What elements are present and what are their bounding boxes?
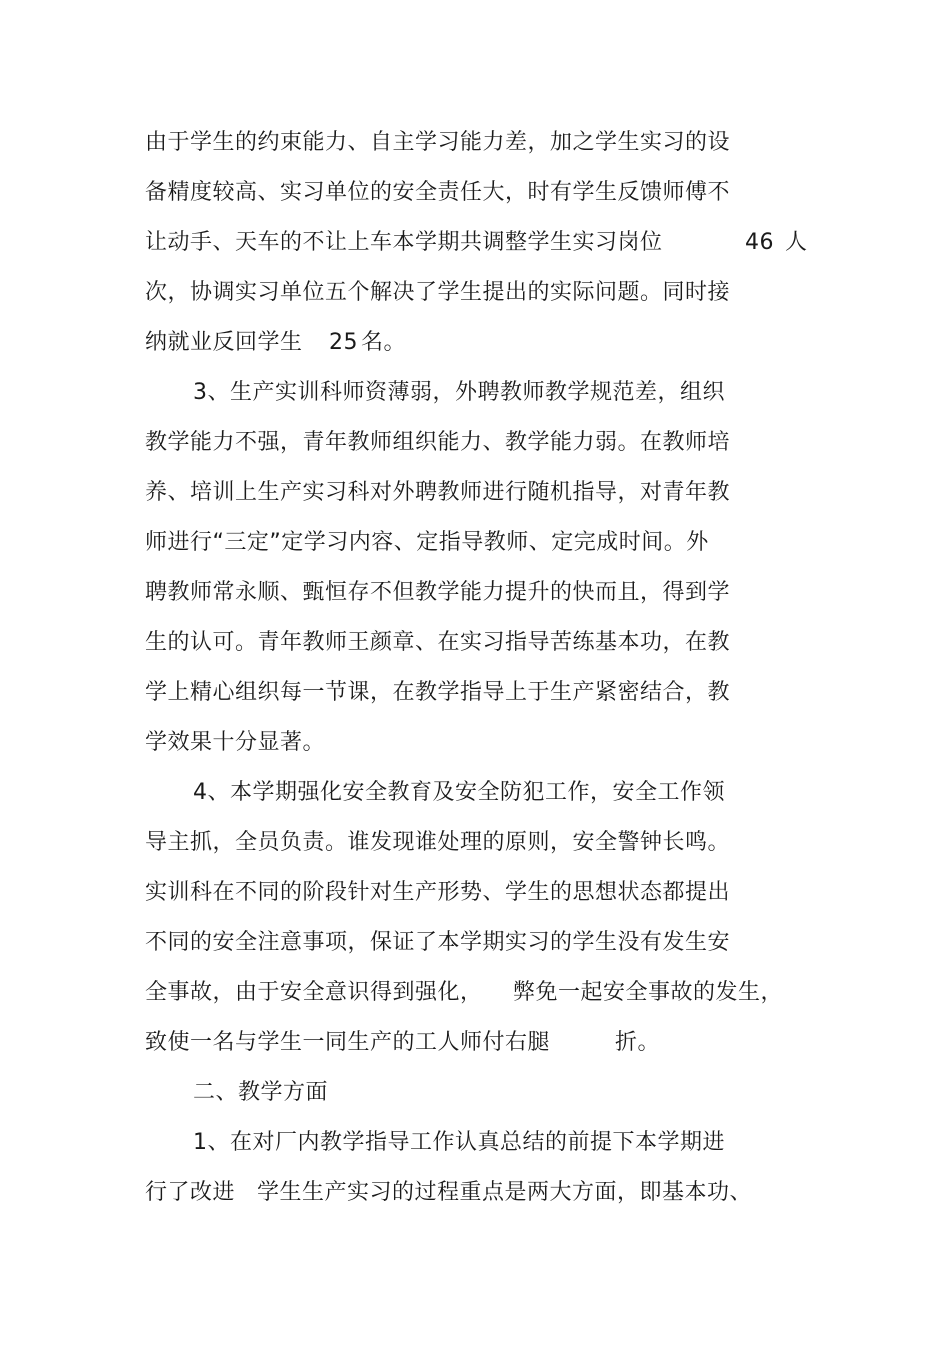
paragraph-line: 学效果十分显著。 — [145, 730, 326, 755]
paragraph-line: 次，协调实习单位五个解决了学生提出的实际问题。同时接 — [145, 280, 731, 305]
line-text: 致使一名与学生一同生产的工人师付右腿 — [145, 1030, 551, 1055]
line-text: 让动手、天车的不让上车本学期共调整学生实习岗位 — [145, 230, 663, 255]
paragraph-line — [145, 1029, 661, 1057]
count-unit: 名。 — [361, 330, 407, 355]
paragraph-line: 3、生产实训科师资薄弱，外聘教师教学规范差，组织 — [193, 380, 725, 405]
paragraph-line: 实训科在不同的阶段针对生产形势、学生的思想状态都提出 — [145, 880, 731, 905]
paragraph-line: 1、在对厂内教学指导工作认真总结的前提下本学期进 — [193, 1130, 725, 1155]
line-text-tail: 学生生产实习的过程重点是两大方面，即基本功、 — [257, 1180, 753, 1205]
paragraph-line: 备精度较高、实习单位的安全责任大，时有学生反馈师傅不 — [145, 180, 731, 205]
paragraph-line — [145, 229, 808, 257]
paragraph-line — [145, 1179, 753, 1207]
count-value: 25 — [329, 330, 358, 355]
line-text: 纳就业反回学生 — [145, 330, 303, 355]
paragraph-line: 由于学生的约束能力、自主学习能力差，加之学生实习的设 — [145, 130, 731, 155]
paragraph-line: 教学能力不强，青年教师组织能力、教学能力弱。在教师培 — [145, 430, 731, 455]
count-value: 46 — [745, 230, 774, 255]
paragraph-line: 导主抓，全员负责。谁发现谁处理的原则，安全警钟长鸣。 — [145, 830, 731, 855]
paragraph-line — [145, 329, 407, 357]
line-text-tail: 弊免一起安全事故的发生， — [513, 980, 784, 1005]
line-text: 行了改进 — [145, 1180, 236, 1205]
line-text-tail: 折。 — [615, 1030, 661, 1055]
paragraph-line: 养、培训上生产实习科对外聘教师进行随机指导，对青年教 — [145, 480, 731, 505]
line-text: 全事故，由于安全意识得到强化， — [145, 980, 483, 1005]
paragraph-line: 师进行“三定”定学习内容、定指导教师、定完成时间。外 — [145, 530, 709, 555]
paragraph-line — [145, 979, 784, 1007]
paragraph-line: 4、本学期强化安全教育及安全防犯工作，安全工作领 — [193, 780, 725, 805]
count-unit: 人 — [785, 230, 808, 255]
paragraph-line: 学上精心组织每一节课，在教学指导上于生产紧密结合，教 — [145, 680, 731, 705]
paragraph-line: 生的认可。青年教师王颜章、在实习指导苦练基本功，在教 — [145, 630, 731, 655]
section-heading: 二、教学方面 — [193, 1080, 329, 1105]
paragraph-line: 聘教师常永顺、甄恒存不但教学能力提升的快而且，得到学 — [145, 580, 731, 605]
paragraph-line: 不同的安全注意事项，保证了本学期实习的学生没有发生安 — [145, 930, 731, 955]
